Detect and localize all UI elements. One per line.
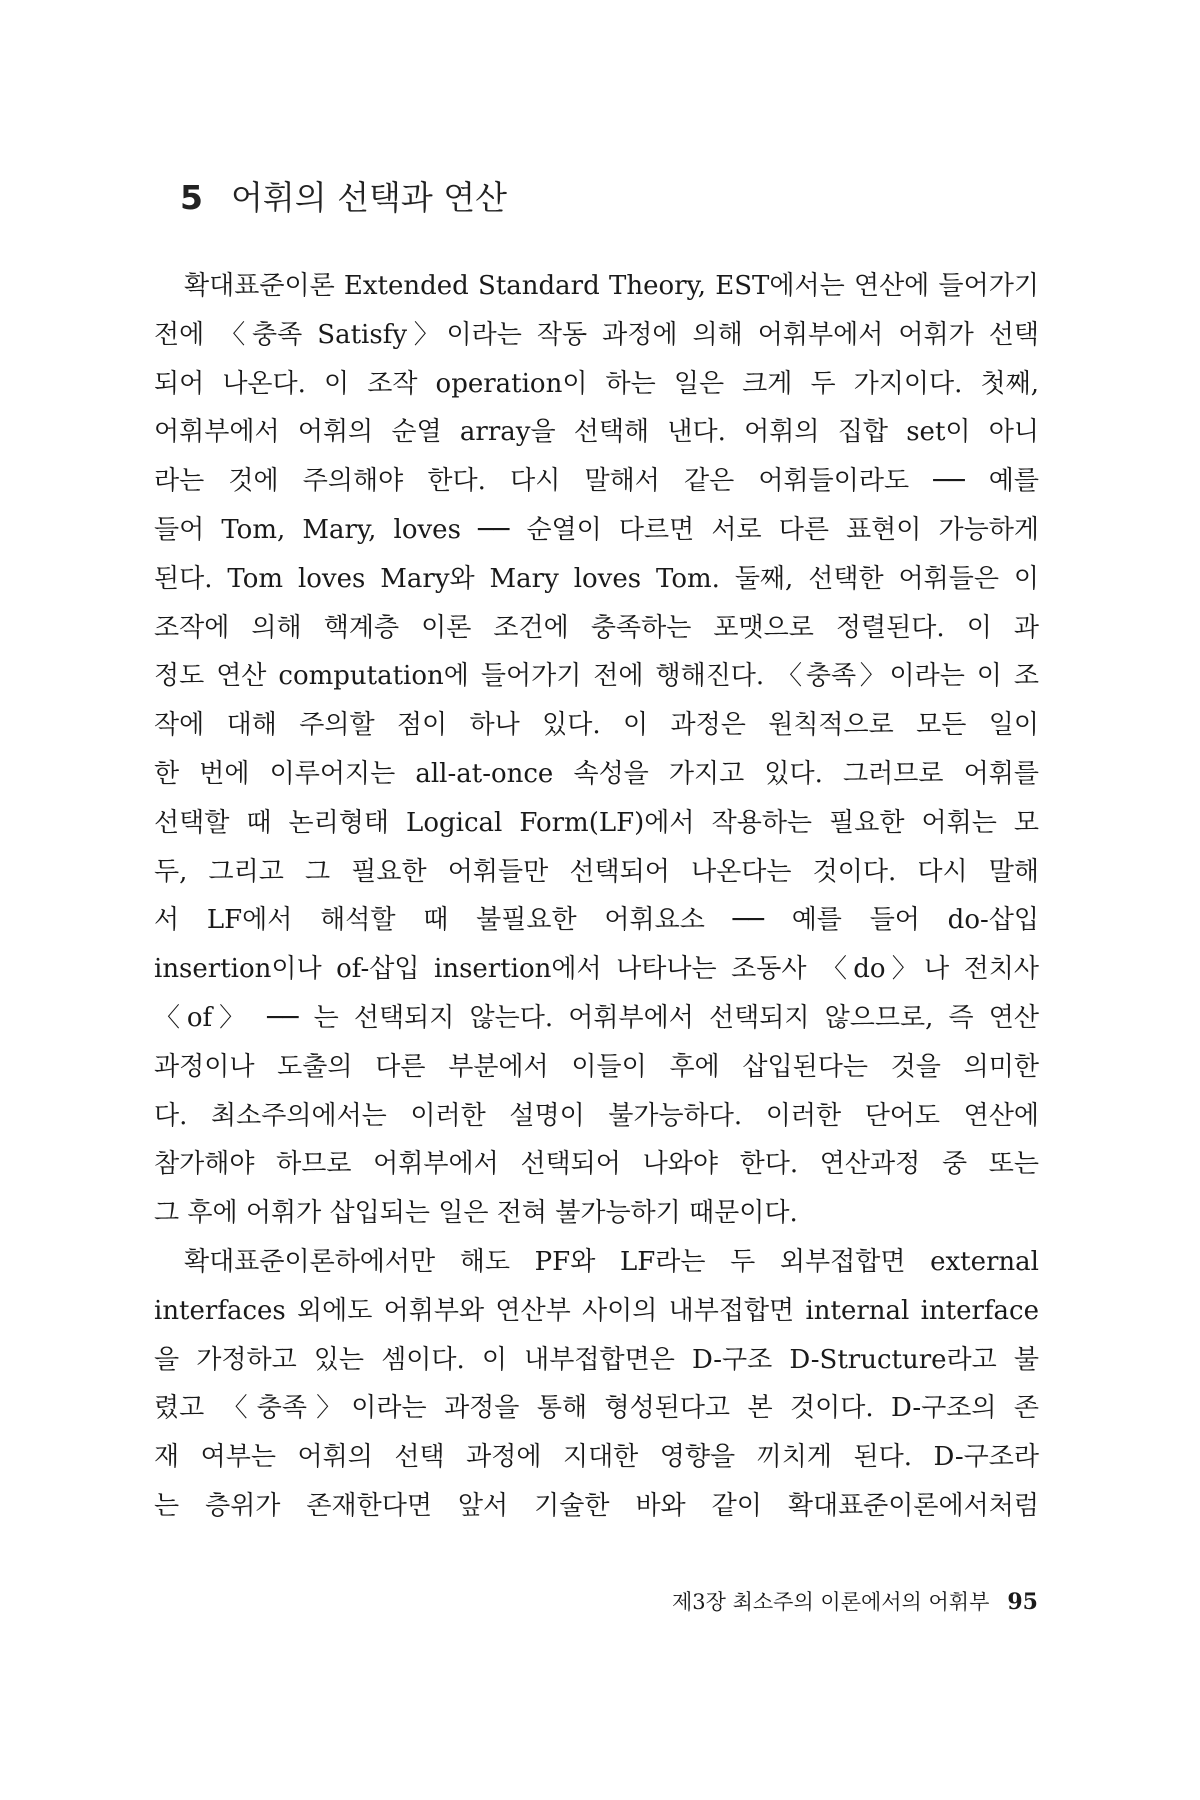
text-line: 선택할 때 논리형태 Logical Form(LF)에서 작용하는 필요한 어휘는 모 [154,807,1039,838]
section-number: 5 [180,178,203,217]
text-line: 과정이나 도출의 다른 부분에서 이들이 후에 삽입된다는 것을 의미한 [154,1051,1039,1082]
text-line: 〈of〉 ── 는 선택되지 않는다. 어휘부에서 선택되지 않으므로, 즉 연산 [154,1002,1039,1033]
text-line: 는 층위가 존재한다면 앞서 기술한 바와 같이 확대표준이론에서처럼 [154,1490,1039,1521]
text-line: 확대표준이론 Extended Standard Theory, EST에서는 연산에 들어가기 [184,271,1039,301]
text-line: 들어 Tom, Mary, loves ── 순열이 다르면 서로 다른 표현이 가능하게 [154,514,1039,545]
text-line: 라는 것에 주의해야 한다. 다시 말해서 같은 어휘들이라도 ── 예를 [154,466,1039,497]
text-line: 재 여부는 어휘의 선택 과정에 지대한 영향을 끼치게 된다. D-구조라 [154,1442,1039,1473]
section-title: 어휘의 선택과 연산 [230,178,507,217]
text-line: 참가해야 하므로 어휘부에서 선택되어 나와야 한다. 연산과정 중 또는 [154,1149,1039,1180]
text-line: 전에 〈충족 Satisfy〉이라는 작동 과정에 의해 어휘부에서 어휘가 선택 [154,319,1039,350]
page-number: 95 [1007,1589,1038,1615]
text-line: 을 가정하고 있는 셈이다. 이 내부접합면은 D-구조 D-Structure라고 불 [154,1344,1039,1375]
paragraph-2 [154,1238,1039,1531]
text-line: 되어 나온다. 이 조작 operation이 하는 일은 크게 두 가지이다. 첫째, [154,368,1039,399]
text-line: 한 번에 이루어지는 all-at-once 속성을 가지고 있다. 그러므로 어휘를 [154,758,1039,789]
text-line: 그 후에 어휘가 삽입되는 일은 전혀 불가능하기 때문이다. [154,1198,798,1229]
text-line: insertion이나 of-삽입 insertion에서 나타나는 조동사 〈do〉나 전치사 [154,954,1039,985]
text-line: 서 LF에서 해석할 때 불필요한 어휘요소 ── 예를 들어 do-삽입 [154,905,1039,936]
body-text [154,262,1039,1531]
text-line: 두, 그리고 그 필요한 어휘들만 선택되어 나온다는 것이다. 다시 말해 [154,856,1039,887]
text-line: 어휘부에서 어휘의 순열 array을 선택해 낸다. 어휘의 집합 set이 아니 [154,417,1039,448]
text-line: 다. 최소주의에서는 이러한 설명이 불가능하다. 이러한 단어도 연산에 [154,1100,1039,1131]
text-line: 정도 연산 computation에 들어가기 전에 행해진다. 〈충족〉이라는 이 조 [154,661,1039,692]
page-footer [672,1586,1038,1616]
text-line: 확대표준이론하에서만 해도 PF와 LF라는 두 외부접합면 external [184,1246,1039,1277]
paragraph-1 [154,262,1039,1238]
text-line: 작에 대해 주의할 점이 하나 있다. 이 과정은 원칙적으로 모든 일이 [154,710,1039,741]
section-heading [180,172,507,219]
text-line: 렸고 〈충족〉이라는 과정을 통해 형성된다고 본 것이다. D-구조의 존 [154,1393,1039,1424]
text-line: 조작에 의해 핵계층 이론 조건에 충족하는 포맷으로 정렬된다. 이 과 [154,612,1039,643]
text-line: 된다. Tom loves Mary와 Mary loves Tom. 둘째, 선택한 어휘들은 이 [154,563,1039,594]
running-footer-title: 제3장 최소주의 이론에서의 어휘부 [671,1590,990,1614]
text-line: interfaces 외에도 어휘부와 연산부 사이의 내부접합면 internal interface [154,1295,1039,1326]
